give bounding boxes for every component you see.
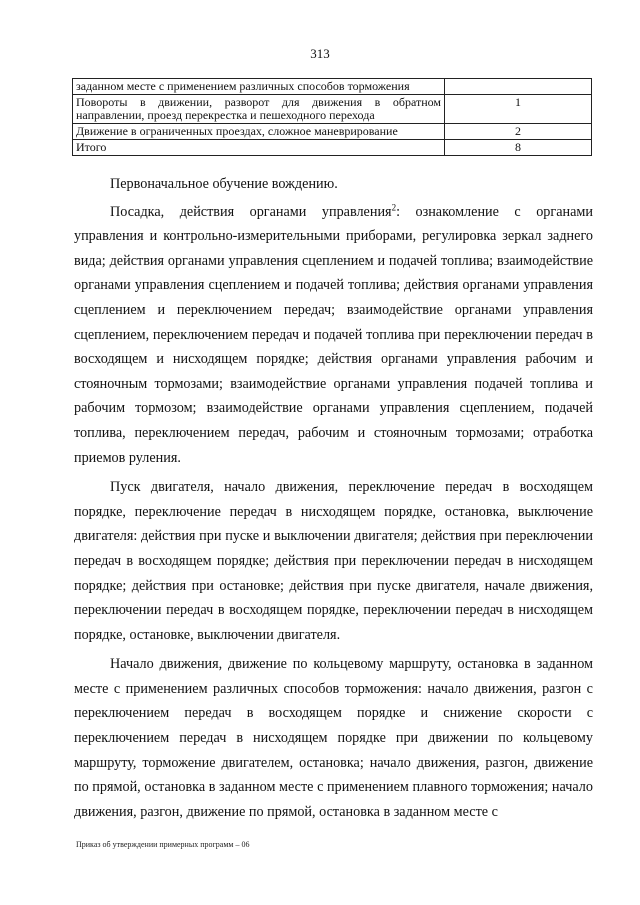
hours-cell (445, 79, 592, 95)
table-row (73, 95, 592, 124)
footnote-marker: 2 (391, 201, 397, 212)
paragraph-start: Посадка, действия органами управления (110, 203, 392, 220)
paragraph: Пуск двигателя, начало движения, переключение передач в восходящем порядке, переключение передач в нисходящем порядке, остановка, выключение двигателя: действия при пуске и выключении двигателя; действия при переключении передач в восходящем порядке; действия при переключении передач в нисходящем порядке; действия при остановке; действия при пуске двигателя, начале движения, переключении передач в восходящем порядке, переключении передач в нисходящем порядке, остановке, выключении двигателя. (74, 479, 593, 643)
lesson-cell: заданном месте с применением различных способов торможения (73, 79, 445, 95)
page-number: 313 (310, 46, 330, 61)
table-row (73, 140, 592, 156)
lessons-table (72, 78, 592, 156)
hours-cell: 2 (445, 124, 592, 140)
lesson-cell: Повороты в движении, разворот для движения в обратном направлении, проезд перекрестка и пешеходного перехода (73, 95, 445, 124)
paragraph: Начало движения, движение по кольцевому маршруту, остановка в заданном месте с применением различных способов торможения: начало движения, разгон с переключением передач в восходящем порядке и снижение скорости с переключением передач в нисходящем порядке при движении по кольцевому маршруту, торможение двигателем, остановка; начало движения, разгон, движение по прямой, остановка в заданном месте с применением плавного торможения; начало движения, разгон, движение по прямой, остановка в заданном месте с (74, 656, 593, 820)
lesson-cell: Итого (73, 140, 445, 156)
hours-cell: 1 (445, 95, 592, 124)
table-row (73, 124, 592, 140)
page-footer: Приказ об утверждении примерных программ – 06 (76, 840, 250, 849)
table-row (73, 79, 592, 95)
paragraph-rest: : ознакомление с органами управления и контрольно-измерительными приборами, регулировка зеркал заднего вида; действия органами управления сцеплением и подачей топлива; взаимодействие органами управления сцеплением и подачей топлива; действия органами управления сцеплением и переключением передач; взаимодействие органами управления сцеплением, переключением передач и подачей топлива при переключении передач в восходящем и нисходящем порядке; действия органами управления рабочим и стояночным тормозами; взаимодействие органами управления подачей топлива и рабочим тормозом; взаимодействие органами управления сцеплением, подачей топлива, переключением передач, рабочим и стояночным тормозами; отработка приемов руления. (74, 203, 593, 466)
document-body (74, 172, 593, 824)
hours-cell: 8 (445, 140, 592, 156)
lesson-cell: Движение в ограниченных проездах, сложное маневрирование (73, 124, 445, 140)
section-heading: Первоначальное обучение вождению. (110, 176, 338, 192)
paragraph (74, 200, 593, 471)
